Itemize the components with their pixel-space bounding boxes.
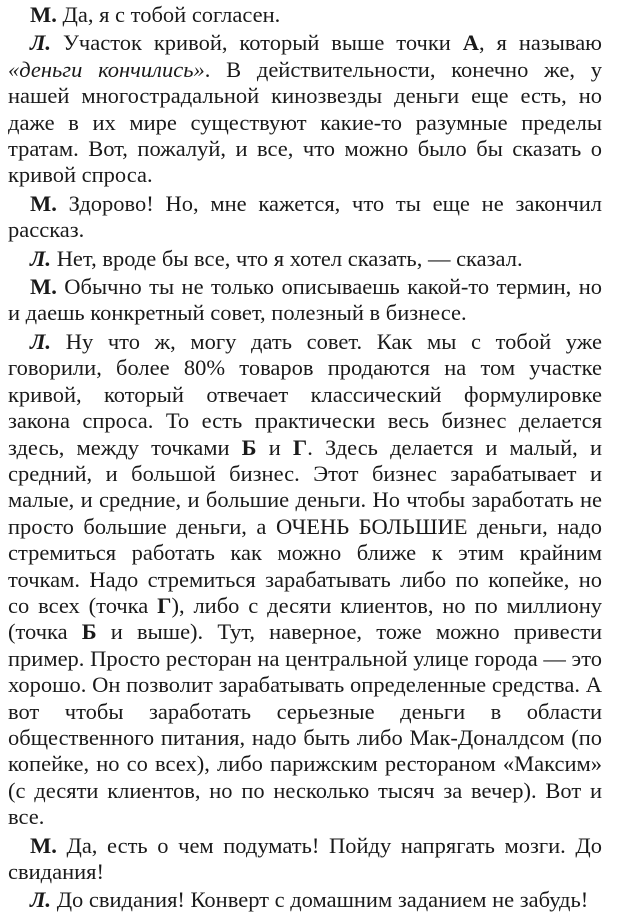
text-segment: и выше). Тут, наверное, тоже можно привести пример. Просто ресторан на центральной улице города — это хорошо. Он позволит зарабатывать определенные средства. А вот чтобы заработать серьезные деньги в области общественного питания, надо быть либо Мак-Доналдсом (по копейке, но со всех), либо парижским рестораном «Максим» (с десяти клиентов, но по несколько тысяч за вечер). Вот и все. [8, 619, 602, 830]
dialogue-paragraph [8, 2, 602, 28]
text-segment: Участок кривой, который выше точки [51, 30, 463, 56]
speaker-label: Л. [30, 30, 52, 56]
speaker-label: М. [30, 274, 57, 300]
text-segment: Нет, вроде бы все, что я хотел сказать, — сказал. [51, 245, 523, 271]
text-segment: До свидания! Конверт с домашним заданием не забудь! [51, 887, 589, 913]
speaker-label: Л. [30, 245, 52, 271]
dialogue-paragraph [8, 833, 602, 886]
bold-term: Б [241, 434, 257, 460]
bold-term: Г [292, 434, 308, 460]
text-segment: Здорово! Но, мне кажется, что ты еще не закончил рассказ. [8, 190, 602, 243]
text-segment: и [256, 434, 293, 460]
italic-phrase: «деньги кончились» [8, 56, 205, 82]
bold-term: А [462, 30, 479, 56]
speaker-label: М. [30, 190, 57, 216]
text-segment: Обычно ты не только описываешь какой-то термин, но и даешь конкретный совет, полезный в бизнесе. [8, 274, 602, 326]
text-segment: Да, есть о чем подумать! Пойду напрягать мозги. До свидания! [8, 832, 602, 884]
dialogue-paragraph [8, 246, 602, 272]
dialogue-paragraph [8, 887, 602, 913]
bold-term: Г [157, 592, 172, 618]
text-segment: . В действительности, конечно же, у нашей многострадальной кинозвезды деньги еще есть, но даже в их мире существуют какие-то разумные пределы тратам. Вот, пожалуй, и все, что можно было бы сказать о кривой спроса. [8, 56, 602, 188]
dialogue-paragraph [8, 274, 602, 327]
text-segment: Да, я с тобой согласен. [56, 2, 281, 27]
speaker-label: Л. [30, 328, 52, 354]
dialogue-paragraph [8, 30, 602, 188]
speaker-label: М. [30, 2, 57, 27]
text-segment: . Здесь делается и малый, и средний, и большой бизнес. Этот бизнес зарабатывает и малые, и средние, и большие деньги. Но чтобы заработать не просто большие деньги, а ОЧЕНЬ БОЛЬШИЕ деньги, надо стремиться работать как можно ближе к этим крайним точкам. Надо стремиться зарабатывать либо по копейке, но со всех (точка [8, 434, 602, 618]
speaker-label: М. [30, 832, 57, 858]
speaker-label: Л. [30, 887, 52, 913]
text-segment: , я называю [478, 30, 602, 56]
text-segment: Ну что ж, могу дать совет. Как мы с тобой уже говорили, более 80% товаров продаются на том участке кривой, который отвечает классический формулировке закона спроса. То есть практически весь бизнес делается здесь, между точками [8, 328, 602, 460]
dialogue-paragraph [8, 191, 602, 244]
dialogue-paragraph [8, 329, 602, 831]
text-segment: ), либо с десяти клиентов, но по миллиону (точка [8, 592, 602, 645]
bold-term: Б [81, 619, 97, 645]
